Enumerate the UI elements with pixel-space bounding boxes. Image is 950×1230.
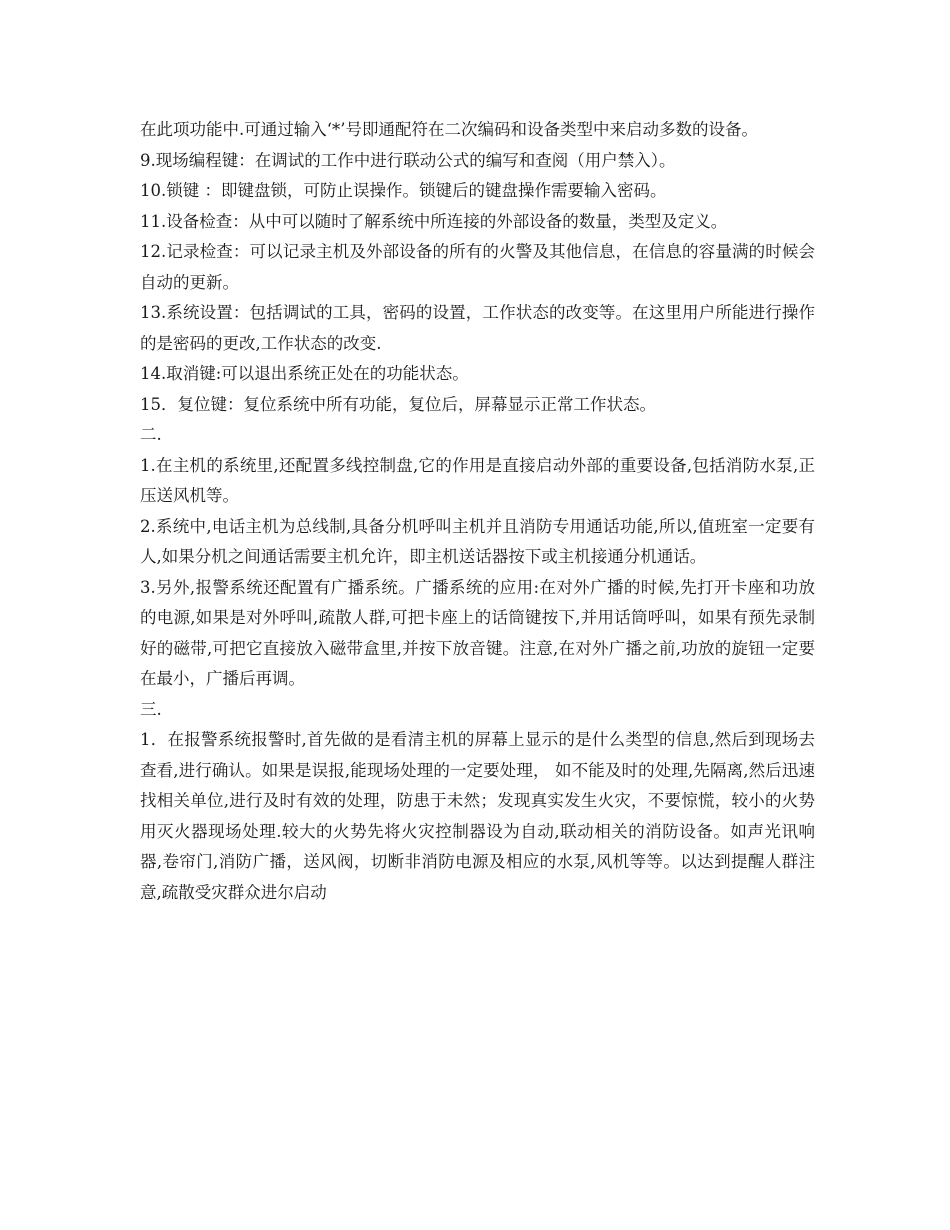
paragraph-wildcard-note: 在此项功能中.可通过输入‘*’号即通配符在二次编码和设备类型中来启动多数的设备。 xyxy=(140,120,758,139)
section-heading-2: 二. xyxy=(140,425,162,444)
paragraph-item-10: 10.锁键 ：即键盘锁，可防止误操作。锁键后的键盘操作需要输入密码。 xyxy=(140,181,667,200)
paragraph-section2-item-2: 2.系统中,电话主机为总线制,具备分机呼叫主机并且消防专用通话功能,所以,值班室一定要有人,如果分机之间通话需要主机允许，即主机送话器按下或主机接通分机通话。 xyxy=(140,516,815,566)
paragraph-item-14: 14.取消键:可以退出系统正处在的功能状态。 xyxy=(140,364,469,383)
section-heading-3: 三. xyxy=(140,699,162,719)
paragraph-section2-item-3: 3.另外,报警系统还配置有广播系统。广播系统的应用:在对外广播的时候,先打开卡座和功放的电源,如果是对外呼叫,疏散人群,可把卡座上的话筒键按下,并用话筒呼叫，如果有预先录制好的磁带,可把它直接放入磁带盒里,并按下放音键。注意,在对外广播之前,功放的旋钮一定要在最小，广播后再调。 xyxy=(140,577,815,688)
paragraph-item-13: 13.系统设置：包括调试的工具，密码的设置，工作状态的改变等。在这里用户所能进行操作的是密码的更改,工作状态的改变. xyxy=(140,303,815,353)
paragraph-item-15: 15．复位键：复位系统中所有功能，复位后，屏幕显示正常工作状态。 xyxy=(140,394,656,414)
paragraph-item-11: 11.设备检查：从中可以随时了解系统中所连接的外部设备的数量，类型及定义。 xyxy=(140,211,728,231)
paragraph-section2-item-1: 1.在主机的系统里,还配置多线控制盘,它的作用是直接启动外部的重要设备,包括消防水泵,正压送风机等。 xyxy=(140,455,815,505)
document-page xyxy=(140,115,815,908)
paragraph-item-9: 9.现场编程键：在调试的工作中进行联动公式的编写和查阅（用户禁入）。 xyxy=(140,150,676,170)
paragraph-section3-item-1: 1．在报警系统报警时,首先做的是看清主机的屏幕上显示的是什么类型的信息,然后到现场去查看,进行确认。如果是误报,能现场处理的一定要处理， 如不能及时的处理,先隔离,然后迅速找相关单位,进行及时有效的处理，防患于未然；发现真实发生火灾，不要惊慌，较小的火势用灭火器现场处理.较大的火势先将火灾控制器设为自动,联动相关的消防设备。如声光讯响器,卷帘门,消防广播，送风阀，切断非消防电源及相应的水泵,风机等等。以达到提醒人群注意,疏散受灾群众进尔启动 xyxy=(140,730,815,902)
paragraph-item-12: 12.记录检查：可以记录主机及外部设备的所有的火警及其他信息，在信息的容量满的时候会自动的更新。 xyxy=(140,242,815,292)
